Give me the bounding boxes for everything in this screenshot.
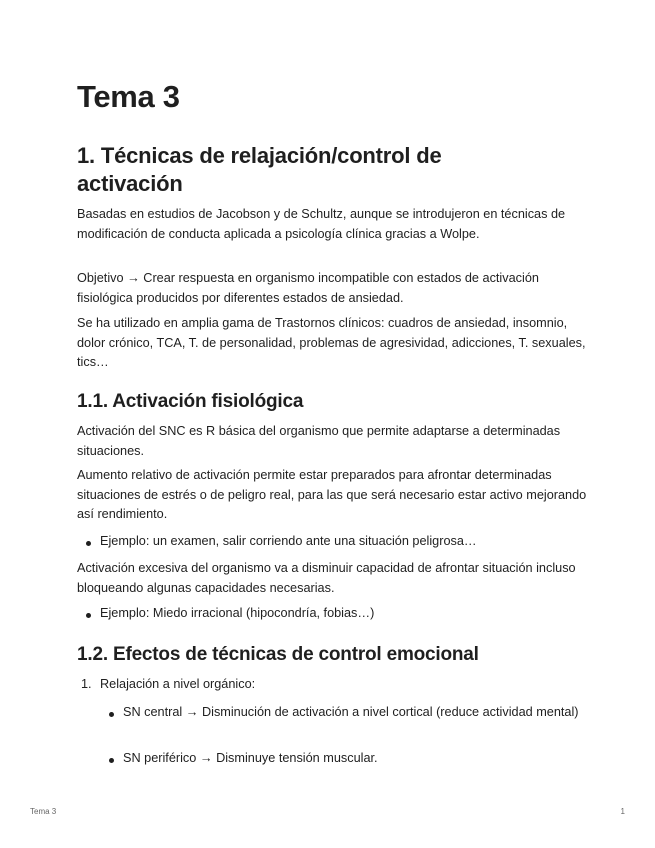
paragraph: Se ha utilizado en amplia gama de Trastornos clínicos: cuadros de ansiedad, insomnio, dolor crónico, TCA, T. de personalidad, problemas de agresividad, adicciones, T. sexuales, tics… (77, 316, 586, 369)
bullet-icon (109, 712, 114, 717)
list-item: Ejemplo: Miedo irracional (hipocondría, fobias…) (100, 606, 375, 620)
footer-title: Tema 3 (30, 807, 57, 816)
paragraph: Activación del SNC es R básica del organismo que permite adaptarse a determinadas situaciones. (77, 424, 561, 458)
section-heading-1-1: 1.1. Activación fisiológica (77, 391, 304, 412)
list-item: Ejemplo: un examen, salir corriendo ante una situación peligrosa… (100, 534, 477, 548)
bullet-icon (109, 758, 114, 763)
paragraph: Activación excesiva del organismo va a disminuir capacidad de afrontar situación incluso bloqueando algunas capacidades necesarias. (77, 561, 576, 595)
page-title: Tema 3 (77, 79, 180, 114)
bullet-icon (86, 541, 91, 546)
page-number: 1 (620, 807, 625, 816)
paragraph: Basadas en estudios de Jacobson y de Schultz, aunque se introdujeron en técnicas de modificación de conducta aplicada a psicología clínica gracias a Wolpe. (77, 207, 566, 241)
list-number: 1. (81, 677, 92, 691)
numbered-list-item: Relajación a nivel orgánico: (100, 677, 256, 691)
sub-list-item: SN central → Disminución de activación a nivel cortical (reduce actividad mental) (123, 705, 579, 719)
paragraph: Aumento relativo de activación permite estar preparados para afrontar determinadas situaciones de estrés o de peligro real, para las que será necesario estar activo mejorando así rendimiento. (77, 468, 587, 521)
sub-list-item: SN periférico → Disminuye tensión muscular. (123, 751, 378, 765)
paragraph: Objetivo → Crear respuesta en organismo incompatible con estados de activación fisiológica producidos por diferentes estados de ansiedad. (77, 271, 539, 305)
bullet-icon (86, 613, 91, 618)
section-heading-1-2: 1.2. Efectos de técnicas de control emocional (77, 644, 479, 665)
section-heading-1: 1. Técnicas de relajación/control de activación (77, 143, 442, 196)
